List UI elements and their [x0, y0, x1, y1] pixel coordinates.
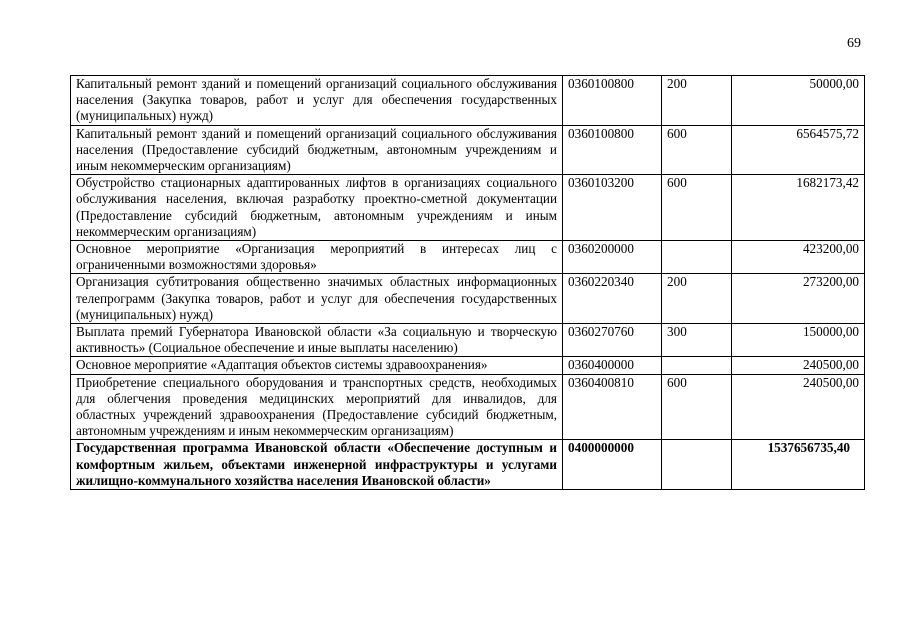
- row-type: [662, 440, 732, 490]
- budget-table: [70, 75, 865, 490]
- row-name: Государственная программа Ивановской области «Обеспечение доступным и комфортным жильем, объектами инженерной инфраструктуры и услугами жилищно-коммунального хозяйства населения Ивановской области»: [71, 440, 563, 490]
- table-row: [71, 274, 865, 324]
- table-row: [71, 175, 865, 241]
- row-amount: 6564575,72: [732, 125, 865, 175]
- row-type: 600: [662, 125, 732, 175]
- row-type: 200: [662, 274, 732, 324]
- row-name: Основное мероприятие «Организация мероприятий в интересах лиц с ограниченными возможностями здоровья»: [71, 241, 563, 274]
- row-code: 0360220340: [563, 274, 662, 324]
- row-code: 0360100800: [563, 76, 662, 126]
- row-amount: 50000,00: [732, 76, 865, 126]
- table-row: [71, 125, 865, 175]
- row-type: 200: [662, 76, 732, 126]
- row-type: 600: [662, 175, 732, 241]
- row-amount: 240500,00: [732, 374, 865, 440]
- row-amount: 1682173,42: [732, 175, 865, 241]
- row-name: Выплата премий Губернатора Ивановской области «За социальную и творческую активность» (Социальное обеспечение и иные выплаты населению): [71, 324, 563, 357]
- row-code: 0360400000: [563, 357, 662, 374]
- table-row: [71, 374, 865, 440]
- row-code: 0360200000: [563, 241, 662, 274]
- row-name: Капитальный ремонт зданий и помещений организаций социального обслуживания населения (Предоставление субсидий бюджетным, автономным учреждениям и иным некоммерческим организациям): [71, 125, 563, 175]
- row-name: Приобретение специального оборудования и транспортных средств, необходимых для облегчения проведения медицинских мероприятий для инвалидов, для областных учреждений здравоохранения (Предоставление субсидий бюджетным, автономным учреждениям и иным некоммерческим организациям): [71, 374, 563, 440]
- row-name: Организация субтитрования общественно значимых областных информационных телепрограмм (Закупка товаров, работ и услуг для обеспечения государственных (муниципальных) нужд): [71, 274, 563, 324]
- page-number: 69: [847, 36, 861, 51]
- table-row: [71, 324, 865, 357]
- row-code: 0400000000: [563, 440, 662, 490]
- row-code: 0360100800: [563, 125, 662, 175]
- row-amount: 1537656735,40: [732, 440, 865, 490]
- row-type: 600: [662, 374, 732, 440]
- row-code: 0360103200: [563, 175, 662, 241]
- row-type: [662, 357, 732, 374]
- table-row-program-total: [71, 440, 865, 490]
- row-type: [662, 241, 732, 274]
- row-amount: 273200,00: [732, 274, 865, 324]
- table-row: [71, 357, 865, 374]
- row-name: Капитальный ремонт зданий и помещений организаций социального обслуживания населения (Закупка товаров, работ и услуг для обеспечения государственных (муниципальных) нужд): [71, 76, 563, 126]
- row-name: Обустройство стационарных адаптированных лифтов в организациях социального обслуживания населения, включая разработку проектно-сметной документации (Предоставление субсидий бюджетным, автономным учреждениям и иным некоммерческим организациям): [71, 175, 563, 241]
- row-amount: 423200,00: [732, 241, 865, 274]
- row-type: 300: [662, 324, 732, 357]
- row-code: 0360270760: [563, 324, 662, 357]
- table-row: [71, 241, 865, 274]
- row-code: 0360400810: [563, 374, 662, 440]
- row-name: Основное мероприятие «Адаптация объектов системы здравоохранения»: [71, 357, 563, 374]
- table-row: [71, 76, 865, 126]
- row-amount: 240500,00: [732, 357, 865, 374]
- row-amount: 150000,00: [732, 324, 865, 357]
